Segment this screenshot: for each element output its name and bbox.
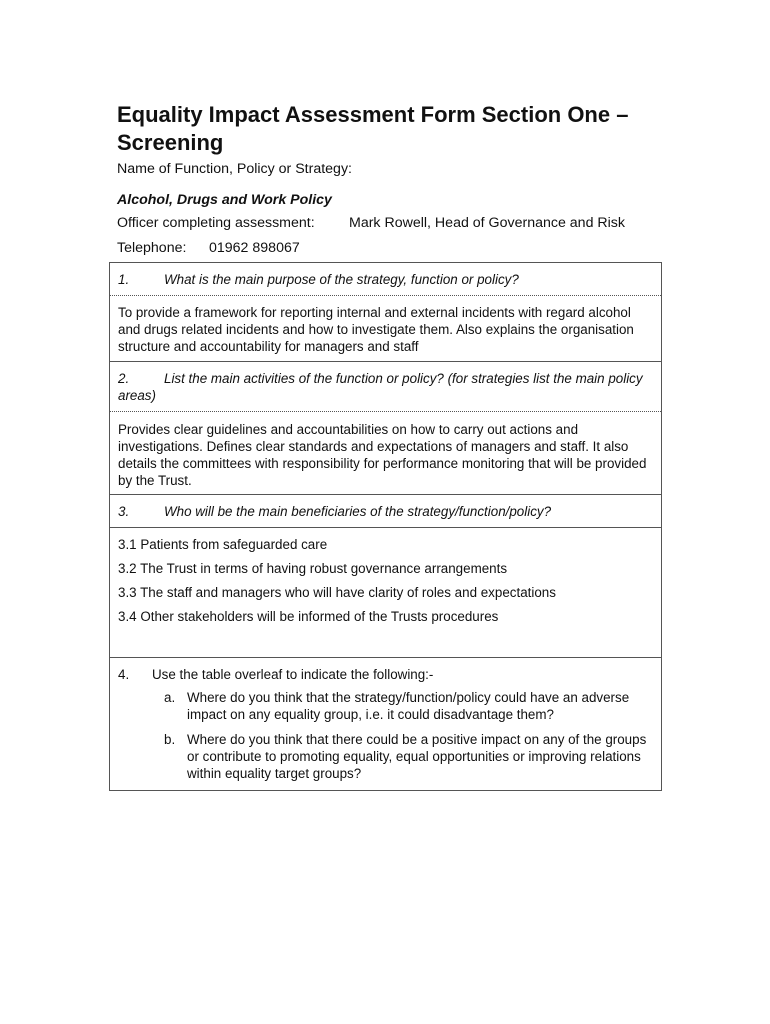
question-4 [110, 658, 661, 790]
list-item [118, 731, 653, 782]
list-item: 3.4 Other stakeholders will be informed of the Trusts procedures [118, 609, 499, 624]
answer-2: Provides clear guidelines and accountabilities on how to carry out actions and investigations. Defines clear standards and expectations of managers and staff. It also details the committees with responsibility for performance monitoring that will be provided by the Trust. [110, 412, 661, 495]
list-item: 3.1 Patients from safeguarded care [118, 537, 328, 552]
question-text: List the main activities of the function or policy? (for strategies list the main policy areas) [118, 371, 643, 403]
question-number: 4. [118, 667, 130, 682]
question-text: Use the table overleaf to indicate the following:- [152, 667, 434, 682]
question-4-intro [118, 666, 653, 683]
page-title: Equality Impact Assessment Form Section One – Screening [117, 102, 629, 155]
question-text: What is the main purpose of the strategy, function or policy? [164, 272, 519, 287]
question-2 [110, 362, 661, 412]
item-text: Where do you think that the strategy/function/policy could have an adverse impact on any equality group, i.e. it could disadvantage them? [187, 690, 630, 722]
question-4-items [118, 689, 653, 782]
answer-3 [110, 528, 661, 658]
question-number: 1. [118, 272, 130, 287]
question-number: 3. [118, 504, 130, 519]
list-item: 3.2 The Trust in terms of having robust governance arrangements [118, 561, 508, 576]
telephone-value: 01962 898067 [209, 240, 300, 256]
officer-line [117, 214, 677, 232]
answer-1: To provide a framework for reporting internal and external incidents with regard alcohol and drugs related incidents and how to investigate them. Also explains the organisation structure and accountability for managers and staff [110, 296, 661, 362]
screening-table [109, 262, 662, 791]
question-3 [110, 495, 661, 528]
policy-name: Alcohol, Drugs and Work Policy [117, 192, 332, 208]
officer-label: Officer completing assessment: [117, 215, 315, 231]
item-letter: a. [164, 690, 176, 705]
question-number: 2. [118, 371, 130, 386]
telephone-line [117, 239, 677, 257]
list-item [118, 689, 653, 723]
item-text: Where do you think that there could be a positive impact on any of the groups or contribute to promoting equality, equal opportunities or improving relations within equality target groups? [187, 732, 647, 781]
name-label: Name of Function, Policy or Strategy: [117, 161, 352, 177]
officer-value: Mark Rowell, Head of Governance and Risk [349, 215, 625, 231]
question-1 [110, 263, 661, 296]
question-text: Who will be the main beneficiaries of the strategy/function/policy? [164, 504, 552, 519]
item-letter: b. [164, 732, 176, 747]
list-item: 3.3 The staff and managers who will have clarity of roles and expectations [118, 585, 556, 600]
telephone-label: Telephone: [117, 240, 187, 256]
